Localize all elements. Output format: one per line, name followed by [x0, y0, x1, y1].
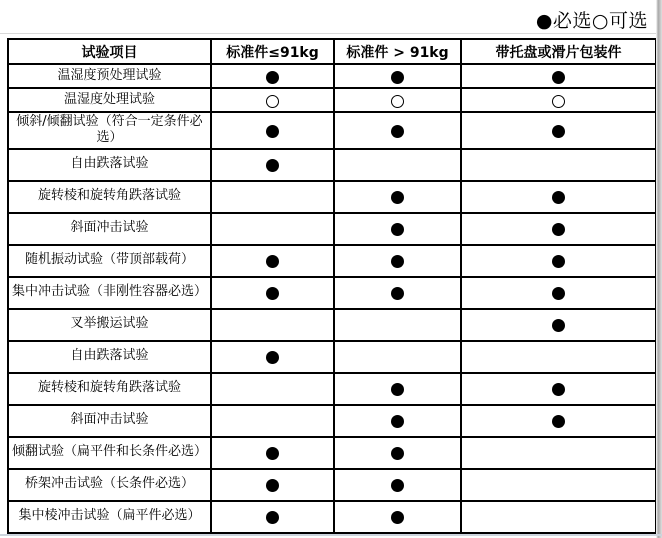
mark-cell	[334, 277, 461, 309]
mark-cell	[334, 213, 461, 245]
mark-cell	[334, 373, 461, 405]
optional-circle-icon	[266, 95, 279, 108]
required-dot-icon	[391, 511, 404, 524]
required-dot-icon	[266, 351, 279, 364]
row-label: 集中棱冲击试验（扁平件必选）	[8, 501, 211, 533]
required-dot-icon	[552, 319, 565, 332]
required-dot-icon	[552, 255, 565, 268]
mark-cell	[211, 64, 334, 88]
row-label: 旋转棱和旋转角跌落试验	[8, 373, 211, 405]
mark-cell	[461, 341, 656, 373]
mark-cell	[334, 181, 461, 213]
mark-cell	[334, 501, 461, 533]
table-row	[8, 64, 656, 88]
mark-cell	[211, 112, 334, 149]
row-label: 集中冲击试验（非刚性容器必选）	[8, 277, 211, 309]
required-dot-icon	[391, 287, 404, 300]
mark-cell	[211, 469, 334, 501]
required-dot-icon	[552, 125, 565, 138]
mark-cell	[211, 245, 334, 277]
header-test-item: 试验项目	[8, 39, 211, 64]
row-label: 倾翻试验（扁平件和长条件必选）	[8, 437, 211, 469]
mark-cell	[461, 373, 656, 405]
table-row	[8, 112, 656, 149]
required-dot-icon	[266, 159, 279, 172]
mark-cell	[211, 213, 334, 245]
mark-cell	[334, 64, 461, 88]
mark-cell	[461, 437, 656, 469]
required-dot-icon	[391, 223, 404, 236]
table-row	[8, 469, 656, 501]
row-label: 旋转棱和旋转角跌落试验	[8, 181, 211, 213]
mark-cell	[211, 437, 334, 469]
table-row	[8, 181, 656, 213]
mark-cell	[211, 277, 334, 309]
required-dot-icon	[266, 287, 279, 300]
required-dot-icon	[391, 447, 404, 460]
mark-cell	[211, 501, 334, 533]
table-row	[8, 277, 656, 309]
mark-cell	[211, 309, 334, 341]
mark-cell	[461, 88, 656, 112]
mark-cell	[334, 112, 461, 149]
required-dot-icon	[266, 511, 279, 524]
window-right-edge	[656, 0, 662, 538]
mark-cell	[334, 309, 461, 341]
optional-circle-icon	[391, 95, 404, 108]
required-dot-icon	[552, 71, 565, 84]
mark-cell	[334, 405, 461, 437]
row-label: 随机振动试验（带顶部载荷）	[8, 245, 211, 277]
mark-cell	[334, 341, 461, 373]
row-label: 自由跌落试验	[8, 341, 211, 373]
page-rule-divider	[0, 33, 662, 34]
header-pallet-or-slipsheet: 带托盘或滑片包装件	[461, 39, 656, 64]
required-dot-icon	[552, 415, 565, 428]
required-dot-icon	[552, 191, 565, 204]
table-header-row	[8, 39, 656, 64]
mark-cell	[461, 405, 656, 437]
table-row	[8, 213, 656, 245]
required-dot-icon	[266, 255, 279, 268]
required-dot-icon	[266, 71, 279, 84]
table-row	[8, 501, 656, 533]
required-dot-icon	[391, 125, 404, 138]
mark-cell	[461, 64, 656, 88]
window-bottom-edge	[0, 534, 662, 536]
table-row	[8, 437, 656, 469]
mark-cell	[334, 88, 461, 112]
row-label: 斜面冲击试验	[8, 405, 211, 437]
mark-cell	[461, 501, 656, 533]
required-dot-icon	[391, 191, 404, 204]
row-label: 倾斜/倾翻试验（符合一定条件必选）	[8, 112, 211, 149]
mark-cell	[334, 149, 461, 181]
required-dot-icon	[266, 447, 279, 460]
legend-required-optional: ●必选○可选	[535, 10, 648, 32]
mark-cell	[461, 181, 656, 213]
table-row	[8, 309, 656, 341]
required-dot-icon	[552, 383, 565, 396]
required-dot-icon	[391, 415, 404, 428]
required-dot-icon	[552, 223, 565, 236]
required-dot-icon	[552, 287, 565, 300]
mark-cell	[334, 245, 461, 277]
mark-cell	[461, 277, 656, 309]
mark-cell	[461, 149, 656, 181]
mark-cell	[211, 149, 334, 181]
required-dot-icon	[391, 479, 404, 492]
mark-cell	[334, 437, 461, 469]
header-standard-le-91kg: 标准件≤91kg	[211, 39, 334, 64]
header-standard-gt-91kg: 标准件 > 91kg	[334, 39, 461, 64]
mark-cell	[211, 373, 334, 405]
mark-cell	[211, 181, 334, 213]
row-label: 叉举搬运试验	[8, 309, 211, 341]
table-row	[8, 88, 656, 112]
row-label: 斜面冲击试验	[8, 213, 211, 245]
mark-cell	[211, 341, 334, 373]
mark-cell	[461, 309, 656, 341]
table-row	[8, 405, 656, 437]
required-dot-icon	[391, 71, 404, 84]
required-dot-icon	[391, 383, 404, 396]
mark-cell	[461, 469, 656, 501]
required-dot-icon	[266, 479, 279, 492]
mark-cell	[461, 245, 656, 277]
row-label: 温湿度预处理试验	[8, 64, 211, 88]
required-dot-icon	[266, 125, 279, 138]
row-label: 温湿度处理试验	[8, 88, 211, 112]
row-label: 桥架冲击试验（长条件必选）	[8, 469, 211, 501]
mark-cell	[461, 112, 656, 149]
mark-cell	[211, 405, 334, 437]
mark-cell	[334, 469, 461, 501]
optional-circle-icon	[552, 95, 565, 108]
table-row	[8, 245, 656, 277]
table-row	[8, 149, 656, 181]
row-label: 自由跌落试验	[8, 149, 211, 181]
test-requirements-table	[7, 38, 657, 534]
mark-cell	[461, 213, 656, 245]
mark-cell	[211, 88, 334, 112]
table-row	[8, 373, 656, 405]
table-row	[8, 341, 656, 373]
required-dot-icon	[391, 255, 404, 268]
